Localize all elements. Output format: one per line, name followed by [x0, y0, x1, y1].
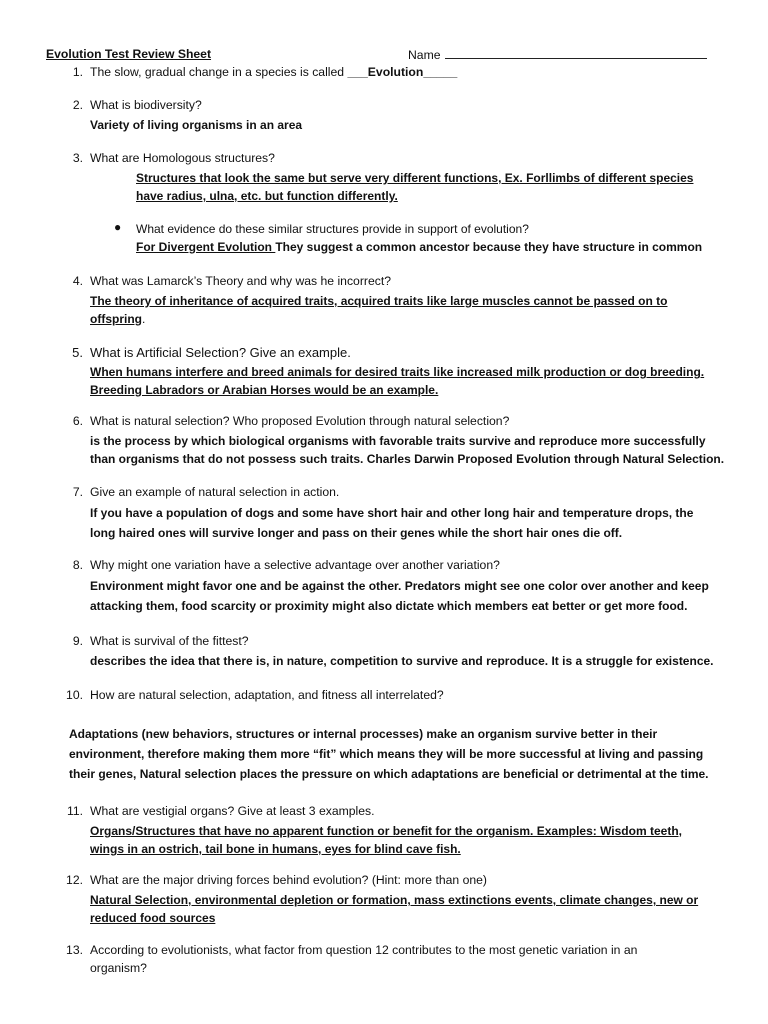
blank-trail: _____ [423, 65, 458, 79]
question-4 [0, 274, 768, 326]
answer-text: describes the idea that there is, in nature, competition to survive and reproduce. It is a struggle for existence. [90, 654, 714, 668]
question-8 [0, 558, 768, 613]
question-text: What is Artificial Selection? Give an example. [90, 345, 351, 360]
subquestion-text: What evidence do these similar structures provide in support of evolution? [136, 222, 529, 236]
question-2 [0, 98, 768, 132]
name-field [408, 47, 707, 62]
answer-text [90, 503, 730, 543]
answer-line: When humans interfere and breed animals for desired traits like increased milk production or dog breeding. [90, 365, 705, 379]
answer-line: long haired ones will survive longer and pass on their genes while the short hair ones die off. [90, 526, 623, 540]
name-blank-line [445, 47, 707, 59]
answer-text [136, 169, 706, 205]
answer-line: Breeding Labradors or Arabian Horses would be an example. [90, 383, 439, 397]
question-text: What are vestigial organs? Give at least 3 examples. [90, 804, 375, 818]
answer-text: Variety of living organisms in an area [90, 118, 303, 132]
question-text-continued: organism? [90, 961, 147, 975]
answer-line: attacking them, food scarcity or proximity might also dictate which members eat better or get more food. [90, 599, 688, 613]
answer-text [90, 292, 730, 328]
answer-text [90, 363, 730, 399]
question-number: 8. [72, 558, 83, 572]
question-13 [0, 943, 768, 979]
answer-line: is the process by which biological organisms with favorable traits survive and reproduce more successfully [90, 434, 706, 448]
answer-line: If you have a population of dogs and some have short hair and other long hair and temperature drops, the [90, 506, 694, 520]
answer-line: than organisms that do not possess such traits. Charles Darwin Proposed Evolution through Natural Selection. [90, 452, 725, 466]
answer-line: Environment might favor one and be against the other. Predators might see one color over another and keep [90, 579, 709, 593]
question-number: 13. [66, 943, 83, 957]
question-number: 11. [66, 804, 83, 818]
answer-line: Organs/Structures that have no apparent function or benefit for the organism. Examples: Wisdom teeth, [90, 824, 682, 838]
question-text: What are the major driving forces behind evolution? (Hint: more than one) [90, 873, 487, 887]
subanswer-rest: They suggest a common ancestor because they have structure in common [275, 240, 703, 254]
question-number: 4. [72, 274, 83, 288]
question-12 [0, 873, 768, 925]
answer-line: environment, therefore making them more “fit” which means they will be more successful at living and passing [69, 747, 704, 761]
question-number: 7. [72, 485, 83, 499]
answer-text [90, 822, 730, 858]
answer-line: reduced food sources [90, 911, 216, 925]
worksheet-header [46, 47, 726, 65]
subanswer-text [136, 238, 706, 256]
question-text: Give an example of natural selection in action. [90, 485, 340, 499]
question-text: Why might one variation have a selective advantage over another variation? [90, 558, 500, 572]
question-text: According to evolutionists, what factor from question 12 contributes to the most genetic variation in an [90, 943, 638, 957]
answer-line: Adaptations (new behaviors, structures or internal processes) make an organism survive better in their [69, 727, 658, 741]
question-6 [0, 414, 768, 466]
answer-text [90, 576, 730, 616]
answer-line: their genes, Natural selection places the pressure on which adaptations are beneficial or detrimental at the time. [69, 767, 709, 781]
question-3 [0, 151, 768, 203]
answer-line: Structures that look the same but serve very different functions, Ex. Forllimbs of different species [136, 171, 694, 185]
answer-line: wings in an ostrich, tail bone in humans, eyes for blind cave fish. [90, 842, 461, 856]
question-number: 3. [72, 151, 83, 165]
question-7 [0, 485, 768, 540]
question-number: 1. [72, 65, 83, 79]
question-10 [0, 688, 768, 706]
question-9 [0, 634, 768, 668]
question-number: 12. [66, 873, 83, 887]
answer-period: . [142, 312, 146, 326]
question-text: What is natural selection? Who proposed Evolution through natural selection? [90, 414, 510, 428]
question-5 [0, 345, 768, 397]
question-10-answer [69, 724, 723, 784]
subanswer-underlined: For Divergent Evolution [136, 240, 276, 254]
question-11 [0, 804, 768, 856]
answer-line: Natural Selection, environmental depletion or formation, mass extinctions events, climate changes, new or [90, 893, 699, 907]
question-text: What is biodiversity? [90, 98, 202, 112]
worksheet-title: Evolution Test Review Sheet [46, 47, 212, 61]
question-number: 2. [72, 98, 83, 112]
bullet-icon: ● [114, 220, 122, 234]
question-1 [0, 65, 768, 83]
answer-line: offspring [90, 312, 142, 326]
question-text: What was Lamarck’s Theory and why was he incorrect? [90, 274, 391, 288]
blank-lead: ___ [347, 65, 368, 79]
name-label: Name [408, 48, 441, 62]
question-number: 5. [72, 345, 83, 360]
question-number: 9. [72, 634, 83, 648]
question-text: What are Homologous structures? [90, 151, 275, 165]
question-text [90, 65, 457, 79]
answer-line: have radius, ulna, etc. but function differently. [136, 189, 398, 203]
question-number: 6. [72, 414, 83, 428]
answer-text [90, 891, 730, 927]
question-prompt: The slow, gradual change in a species is called [90, 65, 348, 79]
question-number: 10. [66, 688, 83, 702]
answer-text [90, 432, 730, 468]
question-text: How are natural selection, adaptation, and fitness all interrelated? [90, 688, 444, 702]
answer-text: Evolution [367, 65, 424, 79]
answer-line: The theory of inheritance of acquired traits, acquired traits like large muscles cannot be passed on to [90, 294, 668, 308]
question-text: What is survival of the fittest? [90, 634, 249, 648]
